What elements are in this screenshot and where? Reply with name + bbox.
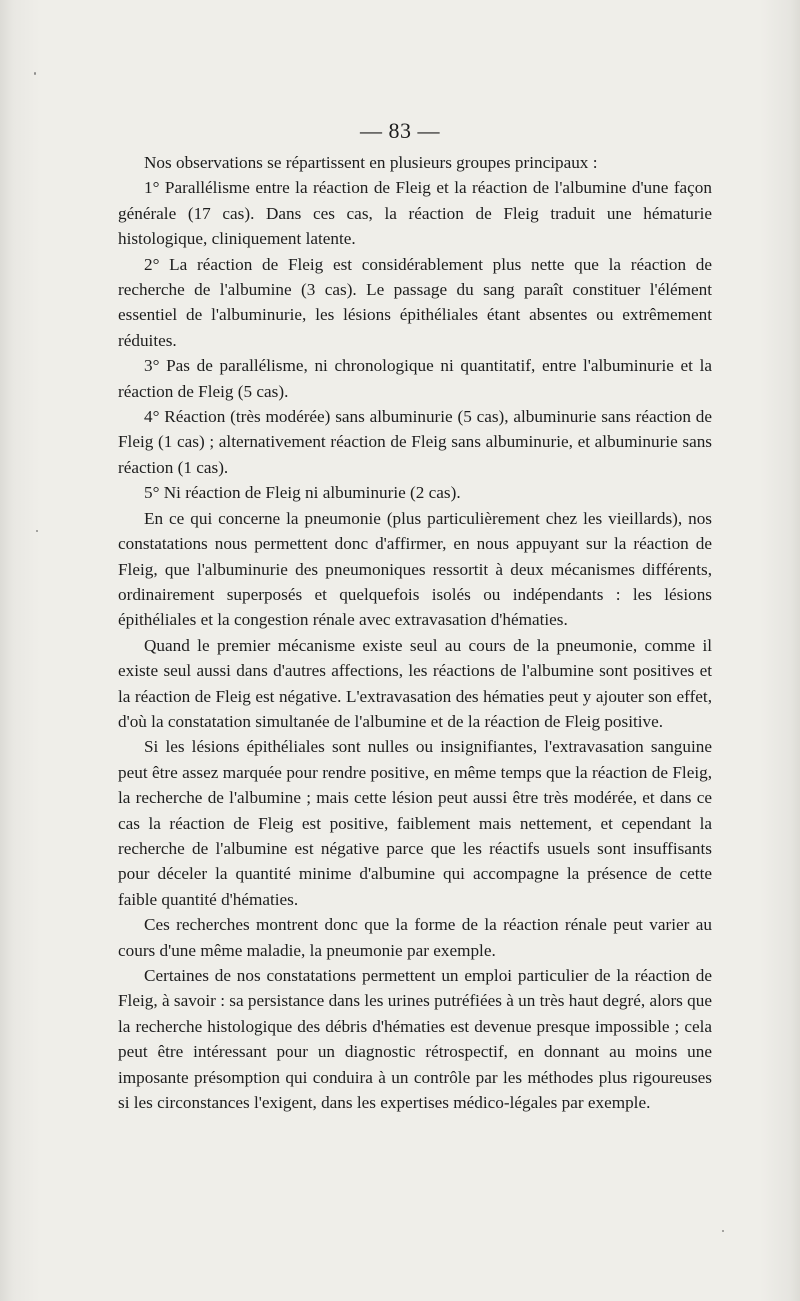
page-number: — 83 — <box>360 118 440 143</box>
paragraph: Si les lésions épithéliales sont nulles ou insignifiantes, l'extravasation sanguine peut être assez marquée pour rendre positive, en même temps que la réaction de Fleig, la recherche de l'albumine ; mais cette lésion peut aussi être très modérée, et dans ce cas la réaction de Fleig est positive, faiblement mais nettement, et cependant la recherche de l'albumine est négative parce que les réactifs usuels sont insuffisants pour déceler la quantité minime d'albumine qui accompagne la présence de cette faible quantité d'hématies. <box>118 737 712 909</box>
paragraph: Ces recherches montrent donc que la forme de la réaction rénale peut varier au cours d'une même maladie, la pneumonie par exemple. <box>118 915 712 960</box>
body-text <box>118 150 712 1115</box>
paragraph: 3° Pas de parallélisme, ni chronologique ni quantitatif, entre l'albuminurie et la réaction de Fleig (5 cas). <box>118 356 712 401</box>
paper-speck <box>36 530 38 532</box>
paragraph: Nos observations se répartissent en plusieurs groupes principaux : <box>144 153 598 172</box>
paragraph: 1° Parallélisme entre la réaction de Fleig et la réaction de l'albumine d'une façon générale (17 cas). Dans ces cas, la réaction de Fleig traduit une hématurie histologique, cliniquement latente. <box>118 178 712 249</box>
paragraph: 2° La réaction de Fleig est considérablement plus nette que la réaction de recherche de l'albumine (3 cas). Le passage du sang paraît constituer l'élément essentiel de l'albuminurie, les lésions épithéliales étant absentes ou extrêmement réduites. <box>118 254 712 350</box>
paragraph: 4° Réaction (très modérée) sans albuminurie (5 cas), albuminurie sans réaction de Fleig (1 cas) ; alternativement réaction de Fleig sans albuminurie, et albuminurie sans réaction (1 cas). <box>118 407 712 477</box>
paragraph: Certaines de nos constatations permettent un emploi particulier de la réaction de Fleig, à savoir : sa persistance dans les urines putréfiées à un très haut degré, alors que la recherche histologique des débris d'hématies est devenue presque impossible ; cela peut être intéressant pour un diagnostic rétrospectif, en donnant au moins une imposante présomption qui conduira à un contrôle par les méthodes plus rigoureuses si les circonstances l'exigent, dans les expertises médico-légales par exemple. <box>118 966 712 1113</box>
paragraph: 5° Ni réaction de Fleig ni albuminurie (2 cas). <box>144 483 461 503</box>
paper-speck <box>34 72 36 75</box>
paragraph: En ce qui concerne la pneumonie (plus particulièrement chez les vieillards), nos constatations nous permettent donc d'affirmer, en nous appuyant sur la réaction de Fleig, que l'albuminurie des pneumoniques ressortit à deux mécanismes différents, ordinairement superposés et quelquefois isolés ou indépendants : les lésions épithéliales et la congestion rénale avec extravasation d'hématies. <box>118 508 712 630</box>
paper-speck <box>722 1230 724 1232</box>
paragraph: Quand le premier mécanisme existe seul au cours de la pneumonie, comme il existe seul aussi dans d'autres affections, les réactions de l'albumine sont positives et la réaction de Fleig est négative. L'extravasation des hématies peut y ajouter son effet, d'où la constatation simultanée de l'albumine et de la réaction de Fleig positive. <box>118 635 712 731</box>
